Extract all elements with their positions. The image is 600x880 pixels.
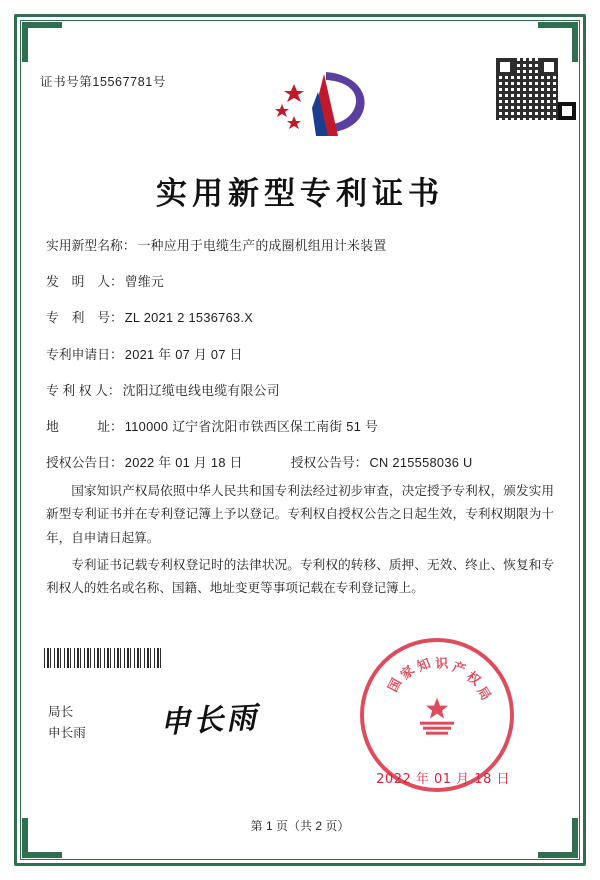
field-value: 2021 年 07 月 07 日: [124, 346, 243, 362]
signature-labels: [48, 702, 86, 745]
seal-date: 2022 年 01 月 18 日: [376, 772, 510, 787]
field-value: ZL 2021 2 1536763.X: [124, 310, 254, 326]
certificate-content: [40, 40, 560, 840]
field-value: 110000 辽宁省沈阳市铁西区保工南街 51 号: [124, 418, 379, 434]
qr-code-icon: [496, 58, 558, 120]
field-value: 一种应用于电缆生产的成圈机组用计米装置: [137, 238, 387, 253]
field-row-address: [46, 417, 554, 436]
paragraph-1: 国家知识产权局依照中华人民共和国专利法经过初步审查，决定授予专利权，颁发实用新型专利证书并在专利登记簿上予以登记。专利权自授权公告之日起生效，专利权期限为十年，自申请日起算。: [46, 484, 554, 545]
field-label-grant-number: 授权公告号：: [290, 455, 368, 471]
field-label: 实用新型名称：: [46, 238, 136, 253]
director-title-label: 局长: [48, 705, 74, 719]
field-value: 沈阳辽缆电线电缆有限公司: [122, 382, 280, 398]
field-row-inventor: [46, 272, 554, 291]
field-value-grant-number: CN 215558036 U: [369, 455, 473, 471]
page-footer: 第 1 页（共 2 页）: [250, 819, 350, 833]
barcode-icon: [44, 648, 164, 668]
field-label: 专利申请日：: [46, 346, 123, 362]
field-row-patentee: [46, 381, 554, 400]
handwritten-signature: 申长雨: [159, 700, 261, 741]
field-row-grant-announcement: [46, 453, 554, 472]
field-row-utility-model-name: [46, 236, 554, 255]
field-label: 专 利 号：: [46, 310, 123, 326]
field-value-grant-date: 2022 年 01 月 18 日: [124, 455, 243, 471]
field-label: 发 明 人：: [46, 274, 123, 290]
seal-text: 国 家 知 识 产 权 局: [384, 655, 494, 703]
patent-office-logo-icon: [268, 68, 378, 140]
director-name-label: 申长雨: [48, 726, 86, 741]
field-label-grant-date: 授权公告日：: [46, 455, 123, 471]
field-row-application-date: [46, 345, 554, 364]
legal-body-text: [46, 480, 554, 604]
field-label: 地 址：: [46, 418, 123, 434]
page-title: 实用新型专利证书: [156, 176, 444, 212]
field-label: 专 利 权 人：: [46, 382, 121, 398]
certificate-number: 证书号第15567781号: [40, 75, 166, 89]
paragraph-2: 专利证书记载专利权登记时的法律状况。专利权的转移、质押、无效、终止、恢复和专利权人的姓名或名称、国籍、地址变更等事项记载在专利登记簿上。: [46, 557, 554, 596]
field-value: 曾维元: [124, 274, 165, 290]
field-list: [46, 236, 554, 489]
field-row-patent-number: [46, 308, 554, 327]
